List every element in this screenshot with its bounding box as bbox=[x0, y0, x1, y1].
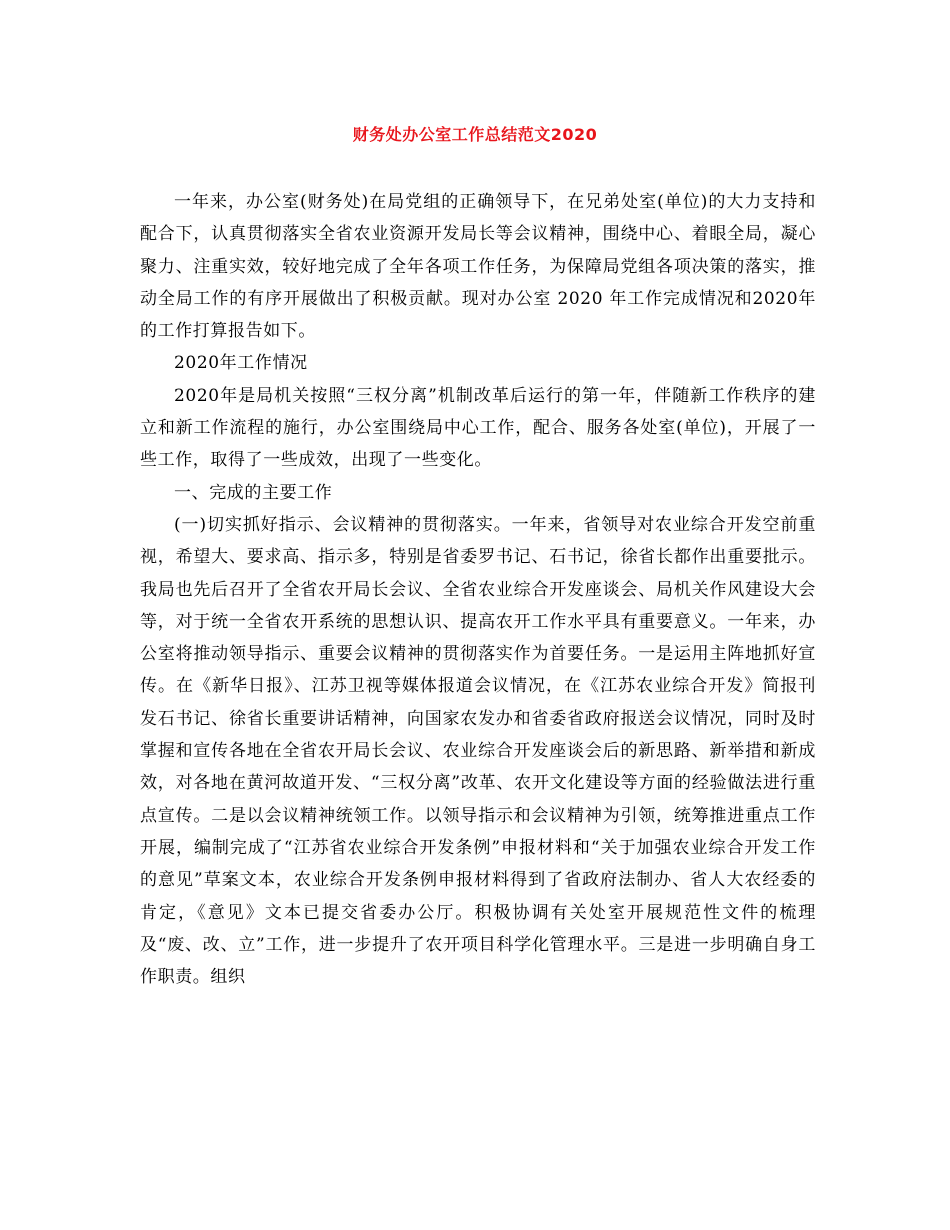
document-body bbox=[140, 186, 816, 993]
paragraph-implementation: (一)切实抓好指示、会议精神的贯彻落实。一年来，省领导对农业综合开发空前重视，希望大、要求高、指示多，特别是省委罗书记、石书记，徐省长都作出重要批示。我局也先后召开了全省农开局长会议、全省农业综合开发座谈会、局机关作风建设大会等，对于统一全省农开系统的思想认识、提高农开工作水平具有重要意义。一年来，办公室将推动领导指示、重要会议精神的贯彻落实作为首要任务。一是运用主阵地抓好宣传。在《新华日报》、江苏卫视等媒体报道会议情况，在《江苏农业综合开发》简报刊发石书记、徐省长重要讲话精神，向国家农发办和省委省政府报送会议情况，同时及时掌握和宣传各地在全省农开局长会议、农业综合开发座谈会后的新思路、新举措和新成效，对各地在黄河故道开发、“三权分离”改革、农开文化建设等方面的经验做法进行重点宣传。二是以会议精神统领工作。以领导指示和会议精神为引领，统筹推进重点工作开展，编制完成了“江苏省农业综合开发条例”申报材料和“关于加强农业综合开发工作的意见”草案文本，农业综合开发条例申报材料得到了省政府法制办、省人大农经委的肯定，《意见》文本已提交省委办公厅。积极协调有关处室开展规范性文件的梳理及“废、改、立”工作，进一步提升了农开项目科学化管理水平。三是进一步明确自身工作职责。组织 bbox=[140, 514, 816, 988]
document-title: 财务处办公室工作总结范文2020 bbox=[352, 125, 598, 144]
section-heading-main-work: 一、完成的主要工作 bbox=[174, 482, 333, 503]
paragraph-intro: 一年来，办公室(财务处)在局党组的正确领导下，在兄弟处室(单位)的大力支持和配合下，认真贯彻落实全省农业资源开发局长等会议精神，围绕中心、着眼全局，凝心聚力、注重实效，较好地完成了全年各项工作任务，为保障局党组各项决策的落实，推动全局工作的有序开展做出了积极贡献。现对办公室 2020 年工作完成情况和2020年的工作打算报告如下。 bbox=[140, 192, 816, 342]
section-heading-2020-work: 2020年工作情况 bbox=[174, 353, 308, 374]
paragraph-overview: 2020年是局机关按照“三权分离”机制改革后运行的第一年，伴随新工作秩序的建立和新工作流程的施行，办公室围绕局中心工作，配合、服务各处室(单位)，开展了一些工作，取得了一些成效，出现了一些变化。 bbox=[140, 385, 816, 471]
